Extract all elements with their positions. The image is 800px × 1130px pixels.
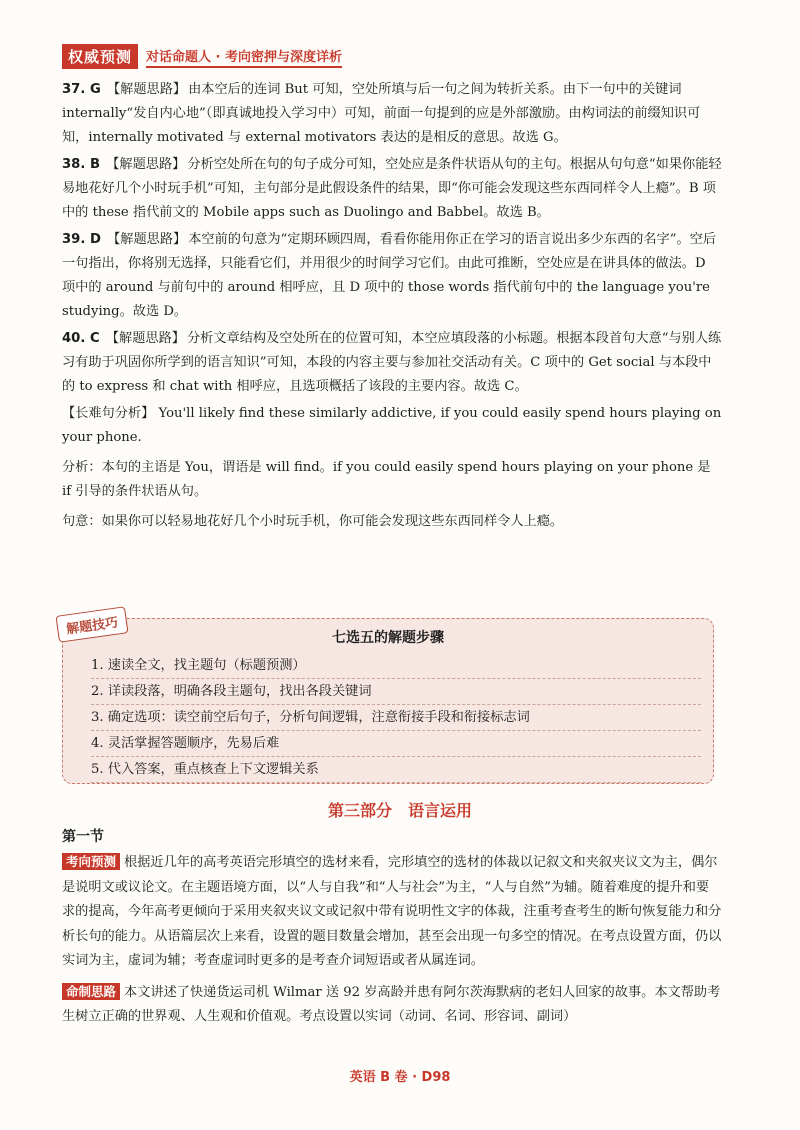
answer-40 — [62, 327, 722, 399]
meaning-text: 如果你可以轻易地花好几个小时玩手机，你可能会发现这些东西同样令人上瘾。 — [101, 514, 564, 529]
long-sentence-text: You'll likely find these similarly addictive, if you could easily spend hours playing on your phone. — [62, 406, 722, 445]
section-title: 第三部分 语言运用 — [327, 801, 472, 820]
page-footer: 英语 B 卷 · D98 — [349, 1070, 451, 1085]
forecast-text: 根据近几年的高考英语完形填空的选材来看，完形填空的选材的体裁以记叙文和夹叙夹议文为主，偶尔是说明文或议论文。在主题语境方面，以“人与自我”和“人与社会”为主，“人与自然”为辅。随着难度的提升和要求的提高，今年高考更倾向于采用夹叙夹议文或记叙中带有说明性文字的体裁，注重考查考生的断句恢复能力和分析长句的能力。从语篇层次上来看，设置的题目数量会增加，甚至会出现一句多空的情况。在考点设置方面，仍以实词为主，虚词为辅；考查虚词时更多的是考查介词短语或者从属连词。 — [62, 855, 722, 968]
answer-number: 37. G — [62, 82, 101, 97]
tips-item: 4. 灵活掌握答题顺序，先易后难 — [91, 731, 701, 757]
header-subtitle: 对话命题人 · 考向密押与深度详析 — [146, 46, 342, 68]
answer-text: 本空前的句意为“定期环顾四周，看看你能用你正在学习的语言说出多少东西的名字”。空后一句指出，你将别无选择，只能看它们，并用很少的时间学习它们。由此可推断，空处应是在讲具体的做法。D 项中的 around 与前句中的 around 相呼应，且 D 项中的 those words 指代前句中的 the language you're studying。故选 D。 — [62, 232, 717, 319]
page-header — [62, 44, 342, 69]
answer-37 — [62, 78, 722, 150]
answers-section — [62, 78, 722, 540]
subsection-title: 第一节 — [62, 829, 104, 845]
tips-item: 2. 详读段落，明确各段主题句，找出各段关键词 — [91, 679, 701, 705]
answer-number: 40. C — [62, 331, 100, 346]
design-paragraph — [62, 980, 722, 1030]
design-text: 本文讲述了快递货运司机 Wilmar 送 92 岁高龄并患有阿尔茨海默病的老妇人回家的故事。本文帮助考生树立正确的世界观、人生观和价值观。考点设置以实词（动词、名词、形容词、副词） — [62, 984, 721, 1024]
answer-tag: 【解题思路】 — [106, 157, 186, 172]
answer-39 — [62, 228, 722, 324]
design-tag: 命制思路 — [62, 983, 120, 1000]
answer-number: 39. D — [62, 232, 101, 247]
tips-item: 1. 速读全文，找主题句（标题预测） — [91, 653, 701, 679]
long-sentence-label: 【长难句分析】 — [62, 406, 155, 421]
long-sentence — [62, 402, 722, 450]
tips-box — [62, 615, 714, 784]
forecast-tag: 考向预测 — [62, 853, 120, 870]
answer-text: 由本空后的连词 But 可知，空处所填与后一句之间为转折关系。由下一句中的关键词 internally“发自内心地”（即真诚地投入学习中）可知，前面一句提到的应是外部激励。由构词法的前缀知识可知，internally motivated 与 external motivators 表达的是相反的意思。故选 G。 — [62, 82, 701, 145]
tips-list — [91, 653, 701, 783]
analysis-text: 本句的主语是 You，谓语是 will find。if you could easily spend hours playing on your phone 是 if 引导的条件状语从句。 — [62, 460, 711, 499]
answer-text: 分析文章结构及空处所在的位置可知，本空应填段落的小标题。根据本段首句大意“与别人练习有助于巩固你所学到的语言知识”可知，本段的内容主要与参加社交活动有关。C 项中的 Get social 与本段中的 to express 和 chat with 相呼应，且选项概括了该段的主要内容。故选 C。 — [62, 331, 722, 394]
section-body — [62, 850, 722, 1036]
tips-badge: 解题技巧 — [55, 606, 128, 642]
tips-item: 3. 确定选项：读空前空后句子，分析句间逻辑，注意衔接手段和衔接标志词 — [91, 705, 701, 731]
tips-item: 5. 代入答案，重点核查上下文逻辑关系 — [91, 757, 701, 783]
forecast-paragraph — [62, 850, 722, 974]
sentence-meaning — [62, 510, 722, 534]
header-badge: 权威预测 — [62, 44, 138, 69]
answer-38 — [62, 153, 722, 225]
tips-title: 七选五的解题步骤 — [332, 630, 444, 646]
answer-number: 38. B — [62, 157, 101, 172]
meaning-label: 句意： — [62, 514, 102, 529]
analysis-label: 分析： — [62, 460, 102, 475]
answer-text: 分析空处所在句的句子成分可知，空处应是条件状语从句的主句。根据从句句意“如果你能轻易地花好几个小时玩手机”可知，主句部分是此假设条件的结果，即“你可能会发现这些东西同样令人上瘾”。B 项中的 these 指代前文的 Mobile apps such as Duolingo and Babbel。故选 B。 — [62, 157, 722, 220]
answer-tag: 【解题思路】 — [106, 82, 187, 97]
answer-tag: 【解题思路】 — [107, 232, 187, 247]
sentence-analysis — [62, 456, 722, 504]
answer-tag: 【解题思路】 — [105, 331, 185, 346]
